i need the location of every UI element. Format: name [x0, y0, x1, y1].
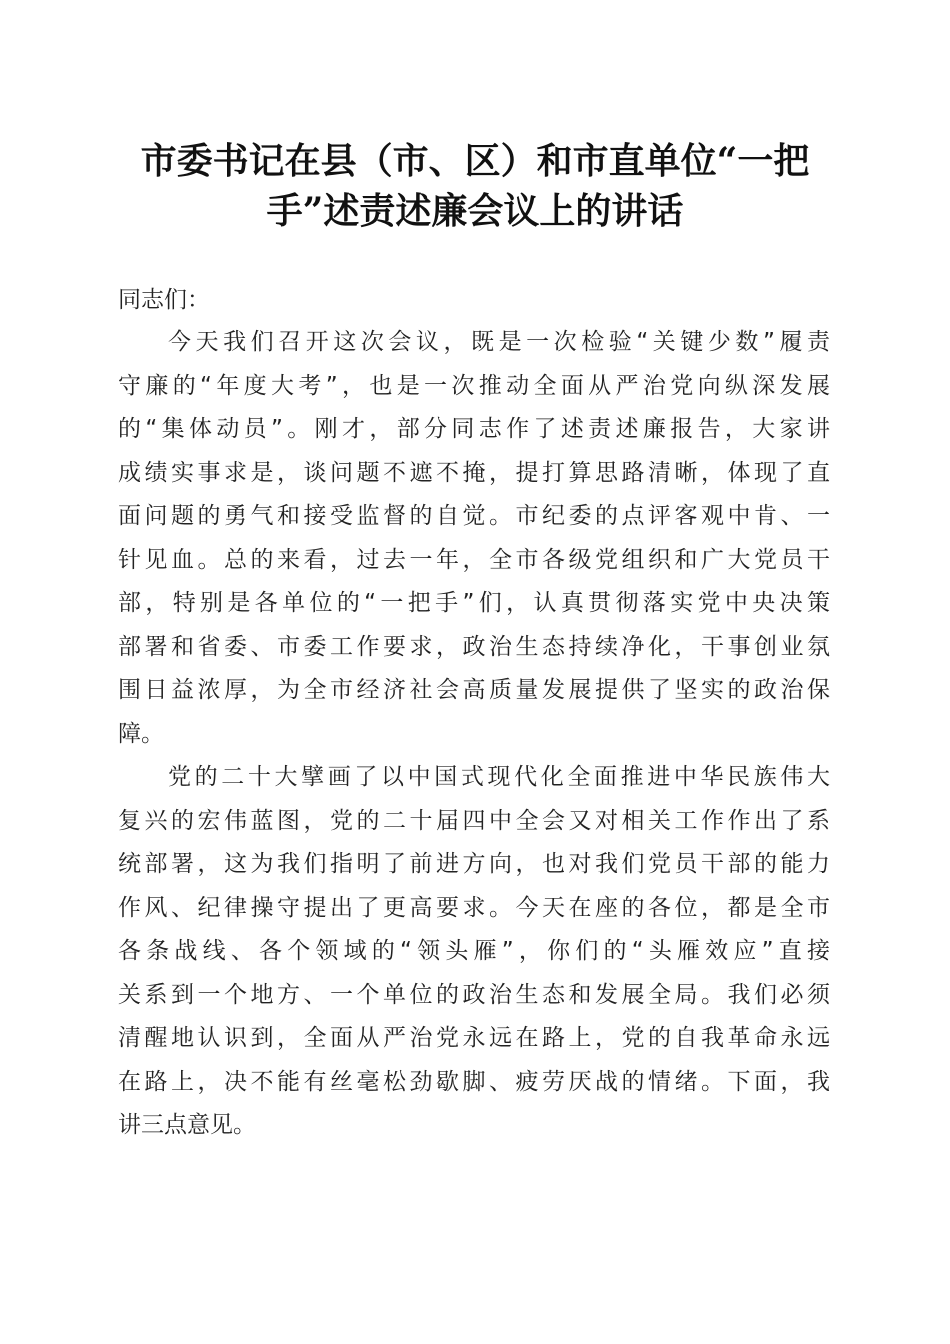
- salutation: 同志们：: [118, 287, 210, 313]
- paragraph-line: 围日益浓厚，为全市经济社会高质量发展提供了坚实的政治保: [118, 677, 830, 703]
- paragraph-line: 党的二十大擘画了以中国式现代化全面推进中华民族伟大: [168, 764, 830, 790]
- paragraph-line: 在路上，决不能有丝毫松劲歇脚、疲劳厌战的情绪。下面，我: [118, 1068, 830, 1095]
- paragraph-line: 关系到一个地方、一个单位的政治生态和发展全局。我们必须: [118, 981, 830, 1008]
- title-line-2: 手”述责述廉会议上的讲话: [266, 190, 684, 232]
- paragraph-line: 统部署，这为我们指明了前进方向，也对我们党员干部的能力: [118, 851, 830, 877]
- paragraph-line: 各条战线、各个领域的“领头雁”，你们的“头雁效应”直接: [118, 938, 830, 964]
- paragraph-line: 今天我们召开这次会议，既是一次检验“关键少数”履责: [168, 329, 830, 355]
- paragraph-line: 守廉的“年度大考”，也是一次推动全面从严治党向纵深发展: [118, 372, 830, 399]
- paragraph-line: 的“集体动员”。刚才，部分同志作了述责述廉报告，大家讲: [118, 416, 830, 442]
- paragraph-line: 成绩实事求是，谈问题不遮不掩，提打算思路清晰，体现了直: [118, 459, 830, 486]
- title-line-1: 市委书记在县（市、区）和市直单位“一把: [140, 140, 810, 182]
- paragraph-line: 部署和省委、市委工作要求，政治生态持续净化，干事创业氛: [118, 633, 830, 660]
- paragraph-line: 部，特别是各单位的“一把手”们，认真贯彻落实党中央决策: [118, 590, 830, 616]
- paragraph-1: [118, 321, 830, 756]
- paragraph-line: 针见血。总的来看，过去一年，全市各级党组织和广大党员干: [118, 546, 830, 573]
- paragraph-line: 作风、纪律操守提出了更高要求。今天在座的各位，都是全市: [118, 894, 830, 921]
- paragraph-line: 清醒地认识到，全面从严治党永远在路上，党的自我革命永远: [118, 1025, 830, 1051]
- paragraph-line: 复兴的宏伟蓝图，党的二十届四中全会又对相关工作作出了系: [118, 807, 830, 834]
- paragraph-line: 障。: [118, 720, 164, 747]
- paragraph-line: 讲三点意见。: [118, 1112, 256, 1138]
- document-body: [118, 279, 830, 1148]
- paragraph-line: 面问题的勇气和接受监督的自觉。市纪委的点评客观中肯、一: [118, 503, 830, 529]
- paragraph-2: [118, 756, 830, 1148]
- document-title: [120, 136, 830, 236]
